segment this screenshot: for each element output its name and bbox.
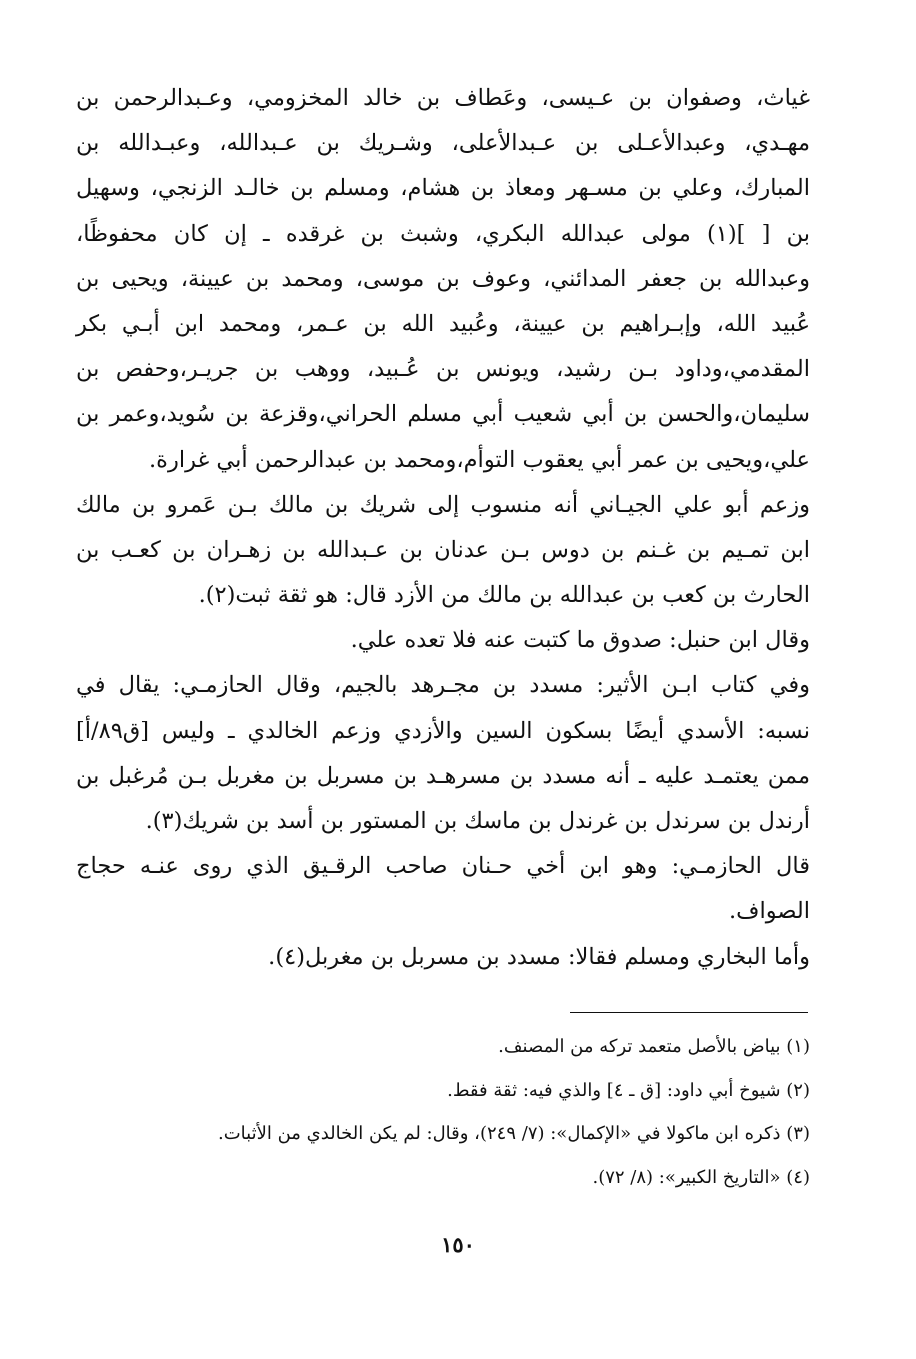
footnote: (٣) ذكره ابن ماكولا في «الإكمال»: (٧/ ٢٤٩)، وقال: لم يكن الخالدي من الأثبات. [218,1123,810,1144]
text-line: وزعم أبو علي الجيـاني أنه منسوب إلى شريك بن مالك بـن عَمرو بن مالك [76,491,810,518]
footnote: (٢) شيوخ أبي داود: [ق ـ ٤] والذي فيه: ثقة فقط. [447,1079,810,1101]
text-line: الحارث بن كعب بن عبدالله بن مالك من الأزد قال: هو ثقة ثبت(٢). [198,582,810,609]
footnotes [76,1025,810,1199]
text-line: مهـدي، وعبدالأعـلى بن عـبدالأعلى، وشـريك بن عـبدالله، وعبـدالله بن [76,130,810,157]
text-line: وقال ابن حنبل: صدوق ما كتبت عنه فلا تعده علي. [350,627,810,654]
text-line: غياث، وصفوان بن عـيسى، وعَطاف بن خالد المخزومي، وعـبدالرحمن بن [76,85,810,111]
text-line: ابن تمـيم بن غـنم بن دوس بـن عدنان بن عـبدالله بن زهـران بن كعـب بن [76,536,810,563]
text-line: وعبدالله بن جعفر المدائني، وعوف بن موسى، ومحمد بن عيينة، ويحيى بن [76,265,810,292]
text-line: قال الحازمـي: وهو ابن أخي حـنان صاحب الرقـيق الذي روى عنـه حجاج [76,853,810,880]
text-line: عُبيد الله، وإبـراهيم بن عيينة، وعُبيد الله بن عـمر، ومحمد ابن أبـي بكر [76,310,810,337]
text-line: علي،ويحيى بن عمر أبي يعقوب التوأم،ومحمد بن عبدالرحمن أبي غرارة. [149,446,810,473]
text-line: ممن يعتمـد عليه ـ أنه مسدد بن مسرهـد بن مسربل بن مغربل بـن مُرغبل بن [76,762,810,789]
text-line: نسبه: الأسدي أيضًا بسكون السين والأزدي وزعم الخالدي ـ وليس [ق٨٩/أ] [76,717,810,744]
text-line: أرندل بن سرندل بن غرندل بن ماسك بن المستور بن أسد بن شريك(٣). [145,808,810,834]
text-line: المبارك، وعلي بن مسـهر ومعاذ بن هشام، ومسلم بن خالـد الزنجي، وسهيل [76,175,810,202]
footnote: (١) بياض بالأصل متعمد تركه من المصنف. [498,1036,810,1057]
footnote: (٤) «التاريخ الكبير»: (٨/ ٧٢). [592,1166,810,1188]
page-number: ١٥٠ [441,1232,475,1257]
text-line: الصواف. [729,898,810,925]
text-line: وأما البخاري ومسلم فقالا: مسدد بن مسربل بن مغربل(٤). [268,943,810,970]
text-line: سليمان،والحسن بن أبي شعيب أبي مسلم الحراني،وقزعة بن سُويد،وعمر بن [76,401,810,428]
footnote-separator [570,1012,808,1013]
text-line: المقدمي،وداود بـن رشيد، ويونس بن عُـبيد، ووهب بن جريـر،وحفص بن [76,356,810,383]
text-line: وفي كتاب ابـن الأثير: مسدد بن مجـرهد بالجيم، وقال الحازمـي: يقال في [76,672,810,699]
main-text [76,76,810,980]
text-line: بن [ ](١) مولى عبدالله البكري، وشبث بن غرقده ـ إن كان محفوظًا، [76,220,810,247]
